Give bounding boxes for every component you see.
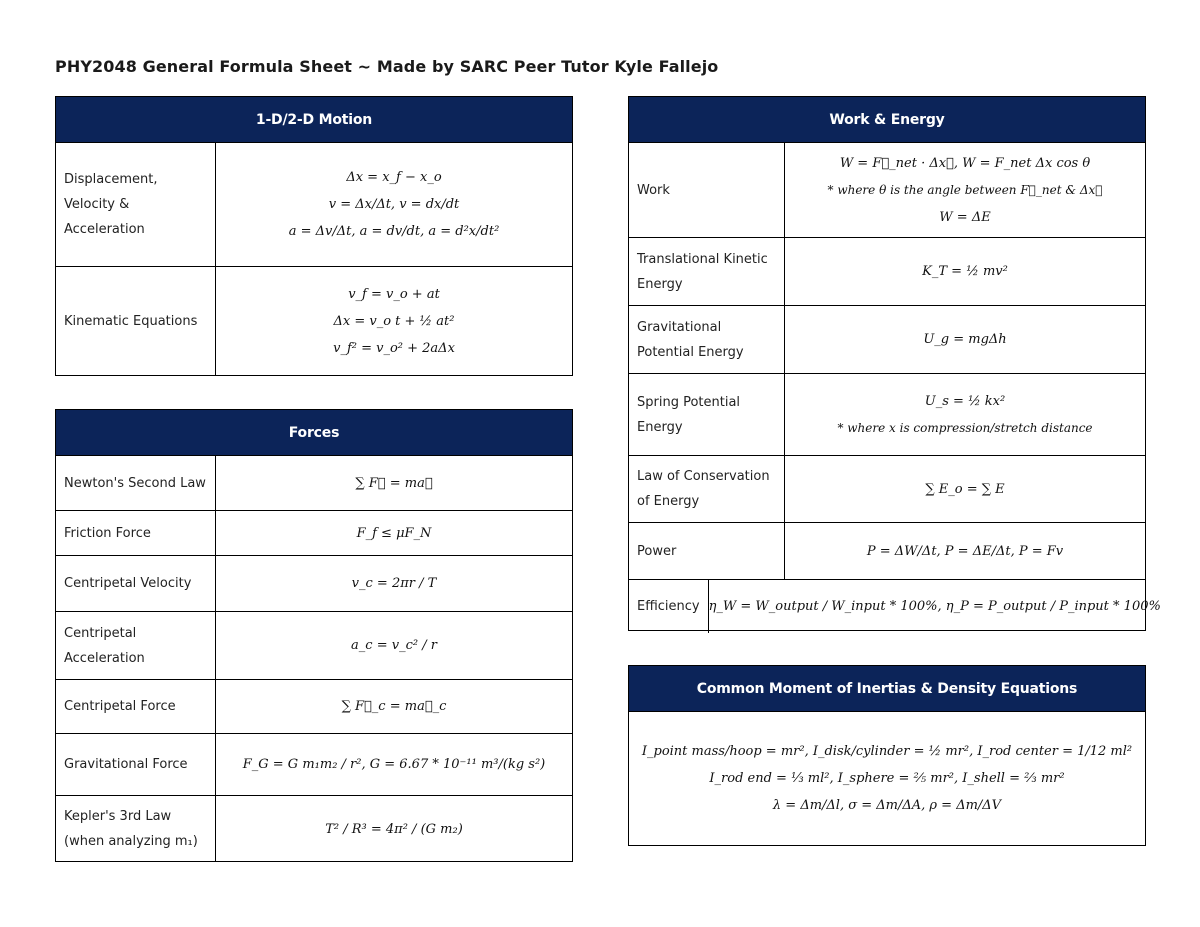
work-row xyxy=(629,456,1145,523)
equation: ∑ F⃗_c = ma⃗_c xyxy=(341,699,447,714)
page-title: PHY2048 General Formula Sheet ~ Made by SARC Peer Tutor Kyle Fallejo xyxy=(55,57,719,76)
row-label: Efficiency xyxy=(629,580,709,633)
row-label: Work xyxy=(629,143,785,237)
equation: λ = Δm/Δl, σ = Δm/ΔA, ρ = Δm/ΔV xyxy=(772,797,1002,813)
forces-row xyxy=(56,680,572,734)
motion-row xyxy=(56,143,572,267)
equation-cell xyxy=(785,306,1145,373)
equation-cell xyxy=(629,712,1145,844)
work-row xyxy=(629,580,1161,633)
equation: F_f ≤ μF_N xyxy=(356,525,432,541)
row-label: Centripetal Velocity xyxy=(56,556,216,611)
equation-cell xyxy=(216,734,572,795)
work-row xyxy=(629,306,1145,374)
work-row xyxy=(629,238,1145,306)
equation: Δx = x_f − x_o xyxy=(346,170,442,185)
motion-header: 1-D/2-D Motion xyxy=(56,97,572,143)
forces-header: Forces xyxy=(56,410,572,456)
row-label: Centripetal Force xyxy=(56,680,216,733)
equation: a_c = v_c² / r xyxy=(351,638,437,653)
motion-row xyxy=(56,267,572,375)
row-label: Gravitational Potential Energy xyxy=(629,306,785,373)
equation-cell xyxy=(216,267,572,375)
equation: W = F⃗_net · Δx⃗, W = F_net Δx cos θ xyxy=(839,155,1091,171)
equation: F_G = G m₁m₂ / r², G = 6.67 * 10⁻¹¹ m³/(kg s²) xyxy=(242,757,546,772)
equation: P = ΔW/Δt, P = ΔE/Δt, P = Fv xyxy=(866,543,1064,559)
equation: v_f = v_o + at xyxy=(348,286,440,302)
equation: η_W = W_output / W_input * 100%, η_P = P_output / P_input * 100% xyxy=(708,599,1161,614)
moment-of-inertia-header: Common Moment of Inertias & Density Equations xyxy=(629,666,1145,712)
equation: T² / R³ = 4π² / (G m₂) xyxy=(325,821,463,837)
moment-of-inertia-panel xyxy=(628,665,1146,846)
equation-cell xyxy=(785,143,1145,237)
work-energy-header: Work & Energy xyxy=(629,97,1145,143)
equation: I_rod end = ⅓ ml², I_sphere = ⅖ mr², I_shell = ⅔ mr² xyxy=(709,770,1065,786)
forces-row xyxy=(56,511,572,556)
row-label: Centripetal Acceleration xyxy=(56,612,216,679)
row-label: Displacement, Velocity & Acceleration xyxy=(56,143,216,266)
equation-cell xyxy=(216,511,572,555)
equation-note: * where θ is the angle between F⃗_net & Δx⃗ xyxy=(827,182,1103,197)
equation: I_point mass/hoop = mr², I_disk/cylinder = ½ mr², I_rod center = 1/12 ml² xyxy=(641,743,1133,759)
work-row xyxy=(629,143,1145,238)
forces-row xyxy=(56,734,572,796)
equation-cell xyxy=(216,680,572,733)
row-label: Kinematic Equations xyxy=(56,267,216,375)
equation: K_T = ½ mv² xyxy=(922,264,1008,279)
equation: v_c = 2πr / T xyxy=(351,576,437,591)
work-energy-panel xyxy=(628,96,1161,631)
equation-cell xyxy=(216,456,572,510)
equation-cell xyxy=(216,796,572,862)
equation: v_f² = v_o² + 2aΔx xyxy=(333,340,455,356)
equation: ∑ E_o = ∑ E xyxy=(925,481,1005,497)
row-label: Kepler's 3rd Law (when analyzing m₁) xyxy=(56,796,216,862)
forces-row xyxy=(56,612,572,680)
equation-cell xyxy=(216,556,572,611)
equation: v = Δx/Δt, v = dx/dt xyxy=(328,197,460,212)
equation: ∑ F⃗ = ma⃗ xyxy=(355,475,433,491)
row-label: Friction Force xyxy=(56,511,216,555)
forces-row xyxy=(56,796,572,862)
work-row xyxy=(629,374,1145,456)
equation-cell xyxy=(216,612,572,679)
equation-cell xyxy=(785,456,1145,522)
equation-cell xyxy=(216,143,572,266)
equation-cell xyxy=(785,523,1145,579)
equation-cell xyxy=(709,580,1161,633)
forces-panel xyxy=(55,409,573,862)
row-label: Spring Potential Energy xyxy=(629,374,785,455)
work-row xyxy=(629,523,1145,580)
equation-cell xyxy=(785,238,1145,305)
row-label: Power xyxy=(629,523,785,579)
forces-row xyxy=(56,556,572,612)
equation: Δx = v_o t + ½ at² xyxy=(333,313,455,329)
motion-panel xyxy=(55,96,573,376)
equation: U_g = mgΔh xyxy=(923,332,1007,347)
equation: W = ΔE xyxy=(939,209,991,225)
equation-note: * where x is compression/stretch distance xyxy=(837,420,1093,435)
equation: U_s = ½ kx² xyxy=(924,393,1006,409)
forces-row xyxy=(56,456,572,511)
row-label: Translational Kinetic Energy xyxy=(629,238,785,305)
row-label: Law of Conservation of Energy xyxy=(629,456,785,522)
row-label: Gravitational Force xyxy=(56,734,216,795)
equation-cell xyxy=(785,374,1145,455)
equation: a = Δv/Δt, a = dv/dt, a = d²x/dt² xyxy=(288,224,500,239)
row-label: Newton's Second Law xyxy=(56,456,216,510)
